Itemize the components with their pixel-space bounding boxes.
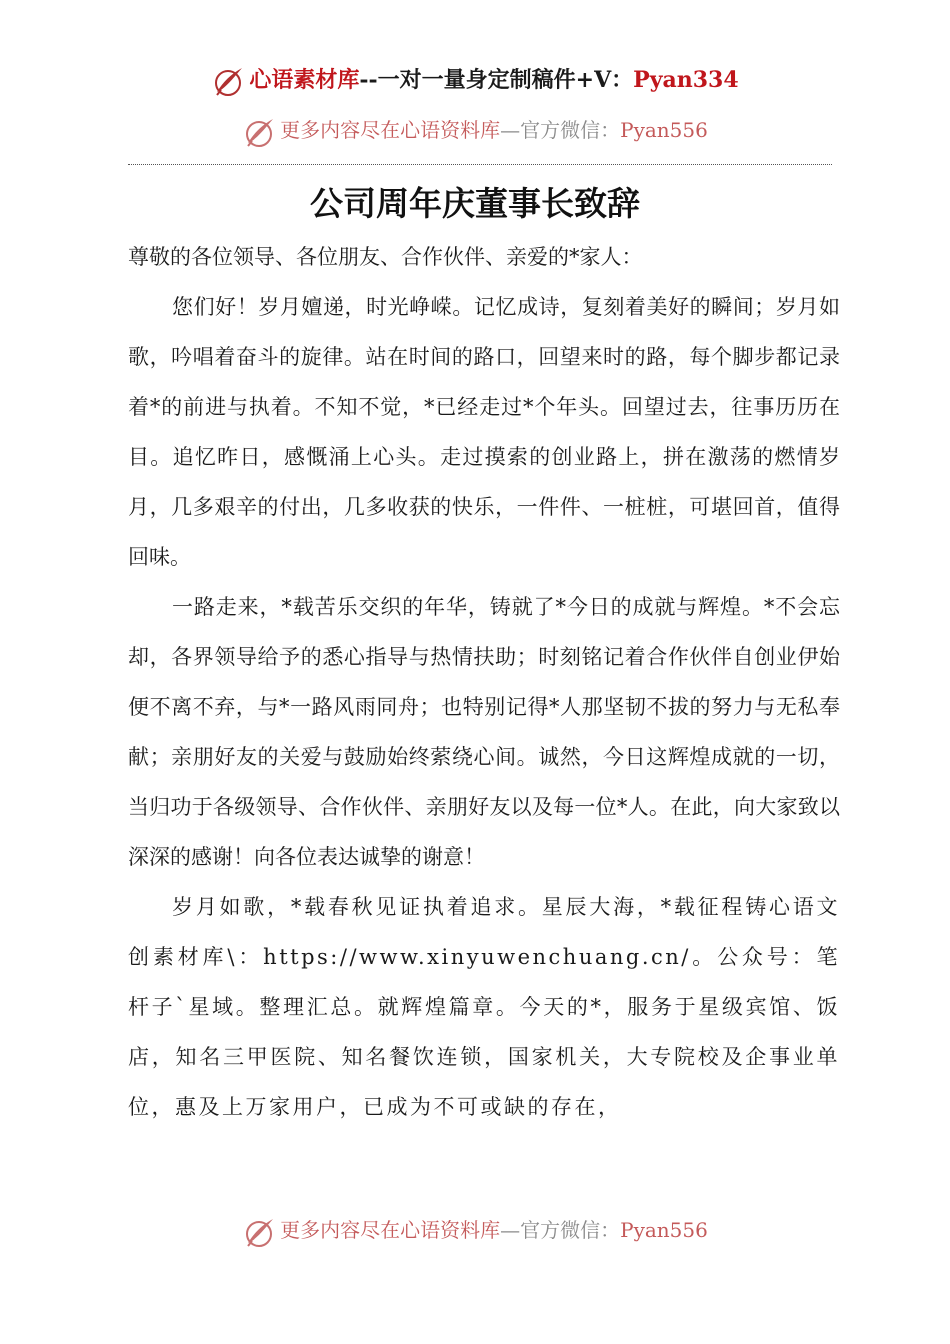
contact-id: Pyan334 bbox=[633, 67, 739, 93]
brand-separator: -- bbox=[359, 67, 378, 93]
contact-prefix: +V： bbox=[575, 67, 634, 93]
paragraph: 岁月如歌，*载春秋见证执着追求。星辰大海，*载征程铸心语文创素材库\：https://www.xinyuwenchuang.cn/。公众号：笔杆子`星域。整理汇总。就辉煌篇章。今天的*，服务于星级宾馆、饭店，知名三甲医院、知名餐饮连锁，国家机关，大专院校及企事业单位，惠及上万家用户，已成为不可或缺的存在， bbox=[128, 895, 840, 1119]
watermark-dash: — bbox=[500, 1218, 521, 1242]
quill-logo-icon bbox=[242, 1215, 276, 1249]
quill-logo-icon bbox=[211, 64, 245, 98]
paragraph: 一路走来，*载苦乐交织的年华，铸就了*今日的成就与辉煌。*不会忘却，各界领导给予的悉心指导与热情扶助；时刻铭记着合作伙伴自创业伊始便不离不弃，与*一路风雨同舟；也特别记得*人那坚韧不拔的努力与无私奉献；亲朋好友的关爱与鼓励始终萦绕心间。诚然，今日这辉煌成就的一切，当归功于各级领导、合作伙伴、亲朋好友以及每一位*人。在此，向大家致以深深的感谢！向各位表达诚挚的谢意！ bbox=[128, 595, 840, 869]
quill-logo-icon bbox=[242, 115, 276, 149]
watermark-id: Pyan556 bbox=[620, 118, 708, 142]
document-title: 公司周年庆董事长致辞 bbox=[310, 184, 640, 223]
watermark-label: 官方微信： bbox=[520, 1218, 621, 1242]
watermark-text: 更多内容尽在心语资料库 bbox=[280, 118, 501, 142]
watermark-text: 更多内容尽在心语资料库 bbox=[280, 1218, 501, 1242]
brand-tagline: 一对一量身定制稿件 bbox=[377, 67, 576, 93]
paragraph: 您们好！岁月嬗递，时光峥嵘。记忆成诗，复刻着美好的瞬间；岁月如歌，吟唱着奋斗的旋律。站在时间的路口，回望来时的路，每个脚步都记录着*的前进与执着。不知不觉，*已经走过*个年头。回望过去，往事历历在目。追忆昨日，感慨涌上心头。走过摸索的创业路上，拼在激荡的燃情岁月，几多艰辛的付出，几多收获的快乐，一件件、一桩桩，可堪回首，值得回味。 bbox=[128, 295, 840, 569]
watermark-id: Pyan556 bbox=[620, 1218, 708, 1242]
watermark-header bbox=[0, 112, 950, 149]
watermark-label: 官方微信： bbox=[520, 118, 621, 142]
watermark-dash: — bbox=[500, 118, 521, 142]
salutation: 尊敬的各位领导、各位朋友、合作伙伴、亲爱的*家人： bbox=[128, 245, 643, 269]
watermark-footer bbox=[0, 1212, 950, 1249]
header-divider bbox=[128, 164, 832, 165]
brand-name: 心语素材库 bbox=[249, 67, 360, 93]
header-banner bbox=[0, 62, 950, 99]
document-body bbox=[128, 232, 840, 1132]
